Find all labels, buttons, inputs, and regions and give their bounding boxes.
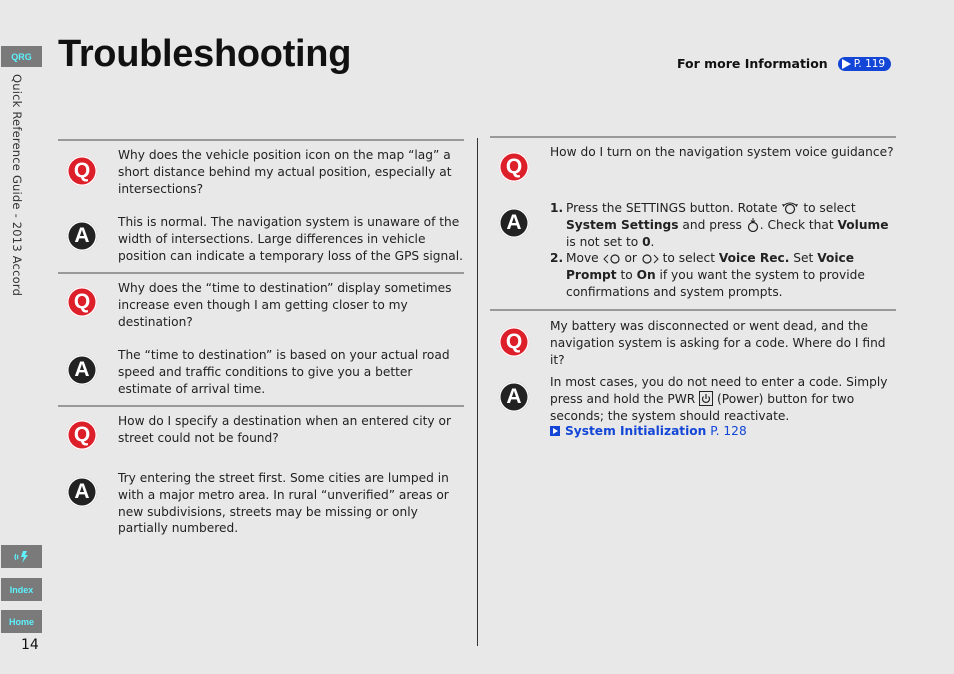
answer-steps [550, 200, 890, 301]
divider [490, 309, 896, 311]
rotate-knob-icon [781, 201, 799, 215]
answer-icon: A [67, 221, 97, 251]
more-info [677, 56, 891, 71]
arrow-right-icon [842, 59, 851, 69]
divider [490, 136, 896, 138]
step-2: 2. Move or to select Voice Rec. Set Voice Prompt to On if you want the system to provide confirmations and system prompts. [550, 251, 865, 299]
voice-command-icon [14, 550, 30, 564]
home-tab[interactable] [1, 610, 42, 633]
index-tab[interactable] [1, 578, 42, 601]
index-tab-label: Index [9, 584, 34, 595]
page-title: Troubleshooting [58, 33, 352, 75]
page-number: 14 [21, 637, 39, 653]
answer-text: Try entering the street first. Some cities are lumped in with a major metro area. In rural “unverified” areas or new subdivisions, streets may be missing or only partially numbered. [118, 471, 449, 536]
link-arrow-icon [550, 426, 560, 436]
press-knob-icon [746, 218, 760, 232]
answer-text: The “time to destination” is based on your actual road speed and traffic conditions to give you a better estimate of arrival time. [118, 348, 450, 396]
qrg-tab[interactable] [1, 46, 42, 67]
divider [58, 272, 464, 274]
answer-icon: A [67, 477, 97, 507]
column-separator [477, 138, 478, 646]
home-tab-label: Home [8, 616, 34, 627]
question-icon: Q [499, 152, 529, 182]
qrg-tab-label: QRG [11, 51, 32, 62]
question-text: My battery was disconnected or went dead, and the navigation system is asking for a code. Where do I find it? [550, 319, 886, 367]
answer-icon: A [499, 208, 529, 238]
question-text: How do I specify a destination when an entered city or street could not be found? [118, 414, 451, 445]
question-text: How do I turn on the navigation system voice guidance? [550, 145, 894, 159]
power-button-icon [699, 391, 713, 406]
divider [58, 405, 464, 407]
more-info-label: For more Information [677, 56, 828, 71]
question-icon: Q [67, 156, 97, 186]
voice-command-tab[interactable] [1, 545, 42, 568]
move-right-icon [641, 253, 659, 265]
answer-text: In most cases, you do not need to enter a code. Simply press and hold the PWR (Power) button for two seconds; the system should reactivate. [550, 375, 888, 423]
answer-icon: A [67, 355, 97, 385]
vertical-guide-label: Quick Reference Guide - 2013 Accord [10, 74, 24, 297]
question-icon: Q [67, 287, 97, 317]
page-reference-link[interactable] [838, 57, 891, 71]
link-page: P. 128 [710, 424, 747, 438]
reference-page: P. 119 [853, 57, 886, 70]
system-initialization-link[interactable]: System Initialization P. 128 [550, 424, 747, 438]
step-1: 1. Press the SETTINGS button. Rotate to select System Settings and press . Check that Volume is not set to 0. [550, 201, 889, 249]
question-text: Why does the vehicle position icon on the map “lag” a short distance behind my actual position, especially at intersections? [118, 148, 452, 196]
move-left-icon [603, 253, 621, 265]
question-icon: Q [499, 327, 529, 357]
answer-icon: A [499, 382, 529, 412]
divider [58, 139, 464, 141]
question-icon: Q [67, 420, 97, 450]
question-text: Why does the “time to destination” display sometimes increase even though I am getting closer to my destination? [118, 281, 452, 329]
answer-text: This is normal. The navigation system is unaware of the width of intersections. Large differences in vehicle position can indicate a temporary loss of the GPS signal. [118, 215, 463, 263]
